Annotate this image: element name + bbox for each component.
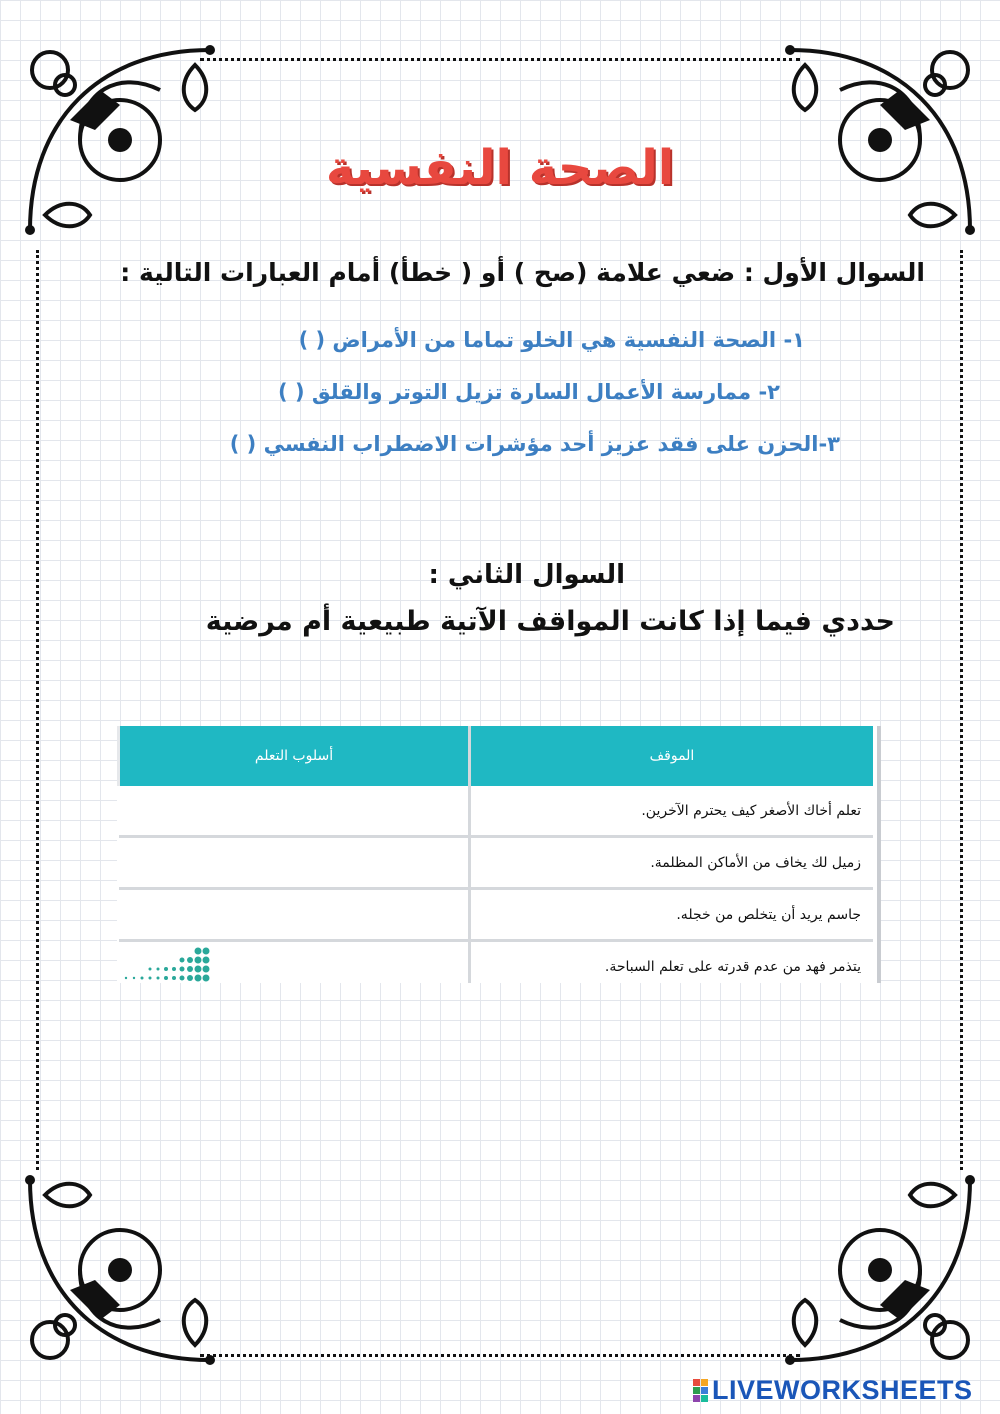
corner-ornament-bottom-left <box>10 1160 230 1380</box>
situation-cell: جاسم يريد أن يتخلص من خجله. <box>470 889 874 941</box>
answer-cell[interactable] <box>119 837 470 889</box>
header-situation: الموقف <box>470 726 874 786</box>
statement-2[interactable]: ٢- ممارسة الأعمال السارة تزيل التوتر والقلق ( ) <box>278 380 780 404</box>
table-row <box>119 941 874 984</box>
table-header-row <box>119 726 874 786</box>
statement-1[interactable]: ١- الصحة النفسية هي الخلو تماما من الأمراض ( ) <box>298 328 805 352</box>
liveworksheets-icon <box>693 1379 708 1402</box>
table-row <box>119 889 874 941</box>
liveworksheets-logo[interactable] <box>693 1375 973 1406</box>
corner-ornament-top-left <box>10 30 230 250</box>
statement-3[interactable]: ٣-الحزن على فقد عزيز أحد مؤشرات الاضطراب النفسي ( ) <box>229 432 840 456</box>
situations-table <box>117 726 881 983</box>
situation-cell: تعلم أخاك الأصغر كيف يحترم الآخرين. <box>470 786 874 837</box>
frame-bottom-border <box>200 1354 800 1357</box>
situation-cell: زميل لك يخاف من الأماكن المظلمة. <box>470 837 874 889</box>
ministry-logo-dots <box>119 945 214 985</box>
corner-ornament-top-right <box>770 30 990 250</box>
question-2-heading: السوال الثاني : <box>428 560 625 590</box>
frame-top-border <box>200 58 800 61</box>
answer-cell[interactable] <box>119 889 470 941</box>
frame-right-border <box>960 250 963 1170</box>
table-row <box>119 786 874 837</box>
question-2-instruction: حددي فيما إذا كانت المواقف الآتية طبيعية أم مرضية <box>205 606 895 637</box>
frame-left-border <box>36 250 39 1170</box>
corner-ornament-bottom-right <box>770 1160 990 1380</box>
worksheet-title: الصحة النفسية <box>325 140 675 196</box>
answer-cell[interactable] <box>119 786 470 837</box>
header-learning-style: أسلوب التعلم <box>119 726 470 786</box>
table-row <box>119 837 874 889</box>
situation-cell: يتذمر فهد من عدم قدرته على تعلم السباحة. <box>470 941 874 984</box>
liveworksheets-wordmark: LIVEWORKSHEETS <box>712 1375 973 1405</box>
question-1-heading: السوال الأول : ضعي علامة (صح ) أو ( خطأ) أمام العبارات التالية : <box>120 258 925 287</box>
